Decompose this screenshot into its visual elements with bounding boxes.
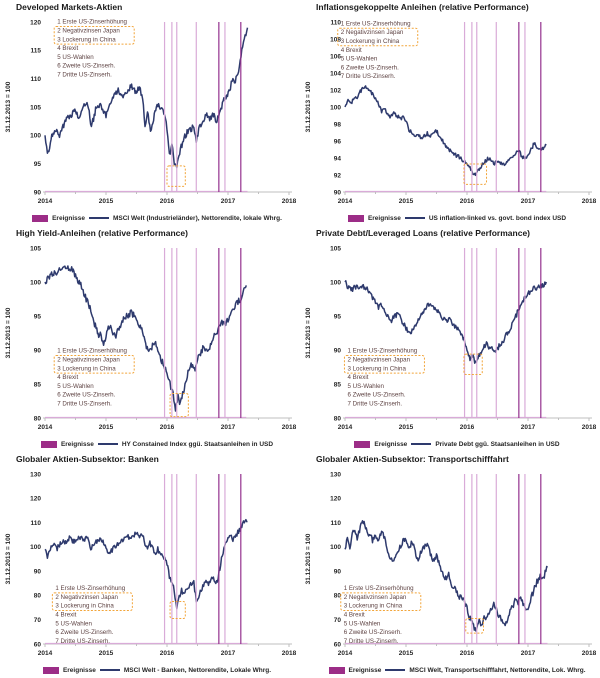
event-list-item: 3 Lockerung in China (57, 365, 116, 373)
series-line (345, 86, 546, 175)
y-tick-label: 110 (30, 75, 41, 83)
legend-series-label: US inflation-linked vs. govt. bond index USD (428, 214, 567, 222)
y-tick-label: 85 (33, 381, 41, 389)
legend (300, 436, 600, 452)
y-tick-label: 92 (333, 172, 341, 180)
y-tick-label: 94 (333, 155, 341, 163)
y-tick-label: 108 (330, 36, 341, 44)
plot-area (300, 466, 600, 662)
event-list-item: 1 Erste US-Zinserhöhung (57, 347, 128, 355)
x-tick-label: 2015 (98, 424, 114, 431)
event-list-item: 4 Brexit (57, 45, 79, 53)
y-tick-label: 100 (30, 279, 41, 287)
y-tick-label: 95 (33, 313, 41, 321)
x-tick-label: 2017 (520, 424, 536, 431)
event-list-item: 5 US-Wahlen (55, 620, 92, 628)
x-tick-label: 2014 (337, 198, 353, 205)
y-axis-title: 31.12.2013 = 100 (5, 307, 12, 359)
event-list-item: 2 Negativzinsen Japan (57, 27, 120, 35)
event-list-item: 6 Zweite US-Zinserh. (57, 391, 116, 399)
y-axis-title: 31.12.2013 = 100 (305, 81, 312, 133)
legend (0, 210, 300, 226)
legend (300, 210, 600, 226)
events-swatch-icon (354, 441, 370, 448)
event-list-item: 1 Erste US-Zinserhöhung (55, 585, 126, 593)
series-line-swatch-icon (89, 217, 109, 219)
x-tick-label: 2018 (581, 650, 597, 657)
x-tick-label: 2016 (159, 424, 175, 431)
y-tick-label: 95 (333, 313, 341, 321)
event-list-item: 4 Brexit (343, 611, 365, 619)
legend (0, 436, 300, 452)
event-list-item: 7 Dritte US-Zinserh. (57, 71, 112, 79)
event-list-item: 4 Brexit (55, 611, 77, 619)
y-tick-label: 130 (30, 471, 41, 479)
plot-area (300, 240, 600, 436)
y-tick-label: 100 (330, 104, 341, 112)
events-swatch-icon (43, 667, 59, 674)
series-line-swatch-icon (411, 443, 431, 445)
x-tick-label: 2016 (159, 198, 175, 205)
y-axis-title: 31.12.2013 = 100 (5, 533, 12, 585)
series-line-swatch-icon (100, 669, 120, 671)
legend-events-label: Ereignisse (348, 666, 382, 674)
y-tick-label: 106 (330, 53, 341, 61)
legend-events-label: Ereignisse (374, 440, 408, 448)
event-list-item: 2 Negativzinsen Japan (340, 29, 404, 37)
y-tick-label: 120 (30, 495, 41, 503)
lows-highlight-box (167, 166, 185, 186)
y-axis-title: 31.12.2013 = 100 (305, 307, 312, 359)
legend (0, 662, 300, 678)
y-tick-label: 100 (330, 544, 341, 552)
y-tick-label: 110 (30, 519, 41, 527)
x-tick-label: 2018 (281, 650, 297, 657)
x-tick-label: 2018 (281, 424, 297, 431)
y-tick-label: 100 (30, 544, 41, 552)
legend (300, 662, 600, 678)
plot-area (0, 240, 300, 436)
y-tick-label: 120 (30, 19, 41, 27)
x-tick-label: 2018 (581, 424, 597, 431)
y-axis-title: 31.12.2013 = 100 (5, 81, 12, 133)
series-line-swatch-icon (98, 443, 118, 445)
x-tick-label: 2014 (337, 650, 353, 657)
y-tick-label: 110 (330, 19, 341, 27)
event-list-item: 7 Dritte US-Zinserh. (57, 400, 112, 408)
event-list-item: 2 Negativzinsen Japan (347, 356, 411, 364)
legend-events-label: Ereignisse (60, 440, 94, 448)
y-tick-label: 70 (33, 617, 41, 625)
y-tick-label: 110 (330, 519, 341, 527)
y-tick-label: 80 (333, 592, 341, 600)
series-line-swatch-icon (385, 669, 405, 671)
event-list-item: 3 Lockerung in China (55, 602, 114, 610)
x-tick-label: 2017 (520, 650, 536, 657)
y-tick-label: 120 (330, 495, 341, 503)
event-list-item: 3 Lockerung in China (347, 365, 406, 373)
event-list-item: 5 US-Wahlen (343, 620, 381, 628)
legend-events-label: Ereignisse (62, 666, 96, 674)
y-tick-label: 105 (330, 245, 341, 253)
chart-title: Inflationsgekoppelte Anleihen (relative Performance) (316, 2, 529, 12)
x-tick-label: 2015 (98, 198, 114, 205)
chart-title: Developed Markets-Aktien (16, 2, 123, 12)
event-list-item: 7 Dritte US-Zinserh. (55, 637, 111, 645)
x-tick-label: 2016 (459, 424, 475, 431)
event-list-item: 6 Zweite US-Zinserh. (340, 64, 399, 72)
event-list-item: 7 Dritte US-Zinserh. (343, 637, 399, 645)
chart-transportschifffahrt (300, 452, 600, 678)
y-tick-label: 96 (333, 138, 341, 146)
y-axis-title: 31.12.2013 = 100 (305, 533, 312, 585)
event-list-item: 1 Erste US-Zinserhöhung (57, 18, 128, 26)
event-list-item: 6 Zweite US-Zinserh. (55, 629, 114, 637)
event-list-item: 1 Erste US-Zinserhöhung (347, 347, 418, 355)
y-tick-label: 104 (330, 70, 341, 78)
event-list-item: 4 Brexit (340, 46, 362, 54)
event-list-item: 2 Negativzinsen Japan (343, 593, 407, 601)
event-list-item: 3 Lockerung in China (343, 602, 403, 610)
x-tick-label: 2014 (37, 650, 53, 657)
x-tick-label: 2016 (159, 650, 175, 657)
x-tick-label: 2015 (398, 198, 414, 205)
event-list-item: 2 Negativzinsen Japan (55, 593, 118, 601)
legend-series-label: MSCI Welt, Transportschifffahrt, Nettorendite, Lok. Whrg. (409, 666, 586, 674)
event-list-item: 7 Dritte US-Zinserh. (340, 73, 396, 81)
event-list-item: 3 Lockerung in China (340, 38, 400, 45)
y-tick-label: 80 (33, 592, 41, 600)
chart-title: Globaler Aktien-Subsektor: Transportschifffahrt (316, 454, 509, 464)
event-list-item: 6 Zweite US-Zinserh. (343, 629, 402, 637)
series-line (345, 521, 548, 631)
y-tick-label: 90 (333, 189, 341, 197)
events-swatch-icon (41, 441, 57, 448)
event-list-item: 4 Brexit (347, 374, 369, 382)
y-tick-label: 80 (333, 415, 341, 423)
legend-series-label: HY Constained Index ggü. Staatsanleihen in USD (121, 440, 274, 448)
legend-series-label: MSCI Welt (Industrieländer), Nettorendite, lokale Whrg. (112, 214, 282, 222)
x-tick-label: 2016 (459, 650, 475, 657)
legend-events-label: Ereignisse (367, 214, 401, 222)
chart-title: High Yield-Anleihen (relative Performance) (16, 228, 188, 238)
y-tick-label: 90 (333, 568, 341, 576)
x-tick-label: 2017 (220, 650, 236, 657)
y-tick-label: 115 (30, 47, 41, 55)
event-list-item: 5 US-Wahlen (340, 55, 378, 63)
y-tick-label: 90 (333, 347, 341, 355)
x-tick-label: 2018 (281, 198, 297, 205)
y-tick-label: 85 (333, 381, 341, 389)
y-tick-label: 100 (330, 279, 341, 287)
event-list-item: 5 US-Wahlen (57, 53, 94, 61)
plot-area (0, 466, 300, 662)
event-list-item: 2 Negativzinsen Japan (57, 356, 120, 364)
events-swatch-icon (329, 667, 345, 674)
event-list-item: 4 Brexit (57, 374, 79, 382)
y-tick-label: 70 (333, 617, 341, 625)
events-swatch-icon (348, 215, 364, 222)
chart-private-debt-leveraged-loans (300, 226, 600, 452)
chart-inflationsgekoppelte-anleihen (300, 0, 600, 226)
legend-series-label: MSCI Welt - Banken, Nettorendite, Lokale Whrg. (123, 666, 272, 674)
event-list-item: 6 Zweite US-Zinserh. (347, 391, 406, 399)
chart-title: Globaler Aktien-Subsektor: Banken (16, 454, 159, 464)
y-tick-label: 130 (330, 471, 341, 479)
y-tick-label: 90 (33, 189, 41, 197)
chart-high-yield-anleihen (0, 226, 300, 452)
plot-area (0, 14, 300, 210)
plot-area (300, 14, 600, 210)
event-list-item: 5 US-Wahlen (347, 382, 385, 390)
x-tick-label: 2015 (398, 650, 414, 657)
x-tick-label: 2015 (398, 424, 414, 431)
y-tick-label: 60 (333, 641, 341, 649)
legend-events-label: Ereignisse (52, 214, 85, 222)
x-tick-label: 2017 (220, 424, 236, 431)
y-tick-label: 90 (33, 347, 41, 355)
legend-series-label: Private Debt ggü. Staatsanleihen in USD (435, 440, 560, 448)
chart-title: Private Debt/Leveraged Loans (relative Performance) (316, 228, 530, 238)
y-tick-label: 80 (33, 415, 41, 423)
y-tick-label: 105 (30, 245, 41, 253)
chart-banken (0, 452, 300, 678)
event-list-item: 3 Lockerung in China (57, 36, 116, 44)
events-swatch-icon (32, 215, 48, 222)
event-list-item: 7 Dritte US-Zinserh. (347, 400, 403, 408)
event-list-item: 5 US-Wahlen (57, 382, 94, 390)
x-tick-label: 2017 (220, 198, 236, 205)
x-tick-label: 2018 (581, 198, 597, 205)
y-tick-label: 95 (33, 160, 41, 168)
x-tick-label: 2015 (98, 650, 114, 657)
x-tick-label: 2014 (337, 424, 353, 431)
x-tick-label: 2016 (459, 198, 475, 205)
event-list-item: 1 Erste US-Zinserhöhung (340, 20, 411, 28)
y-tick-label: 105 (30, 104, 41, 112)
x-tick-label: 2014 (37, 198, 53, 205)
x-tick-label: 2017 (520, 198, 536, 205)
x-tick-label: 2014 (37, 424, 53, 431)
y-tick-label: 100 (30, 132, 41, 140)
y-tick-label: 102 (330, 87, 341, 95)
y-tick-label: 90 (33, 568, 41, 576)
event-list-item: 6 Zweite US-Zinserh. (57, 62, 116, 70)
event-list-item: 1 Erste US-Zinserhöhung (343, 585, 414, 593)
y-tick-label: 98 (333, 121, 341, 129)
y-tick-label: 60 (33, 641, 41, 649)
series-line-swatch-icon (405, 217, 425, 219)
chart-developed-markets-aktien (0, 0, 300, 226)
